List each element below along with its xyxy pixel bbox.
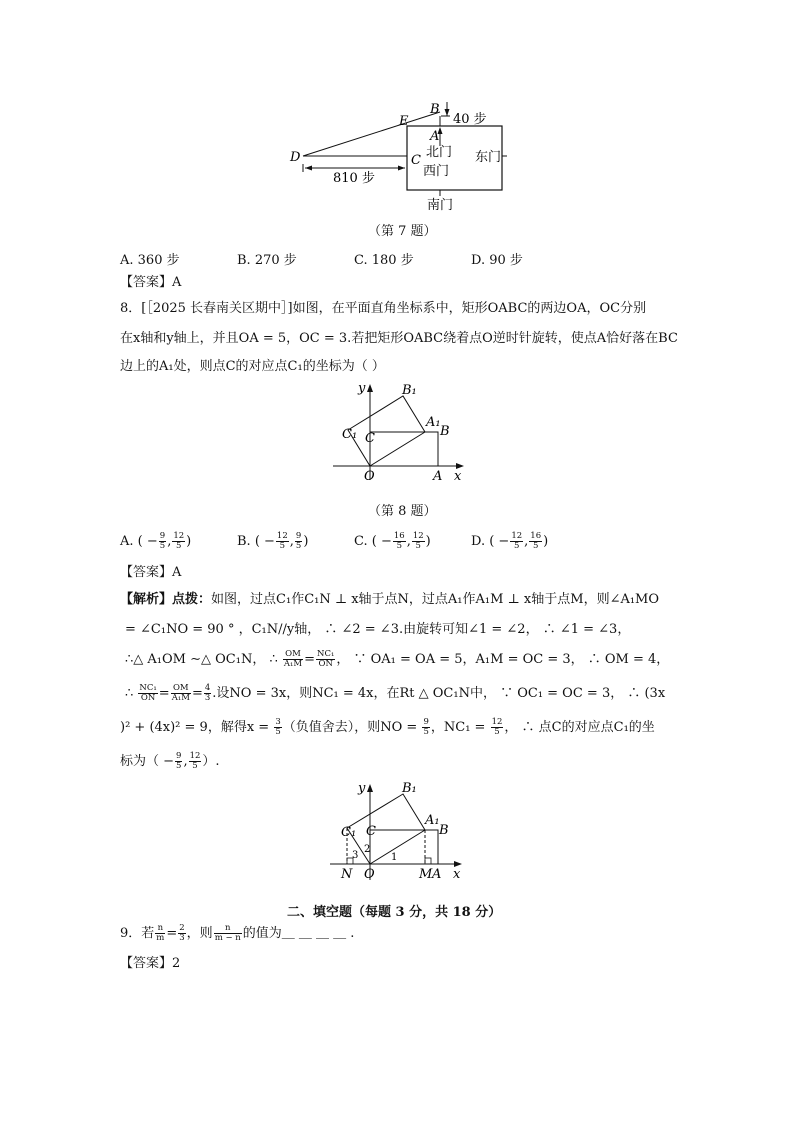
section-heading: 二、填空题（每题 3 分，共 18 分） — [287, 905, 502, 920]
label-E: E — [399, 114, 409, 129]
solution-tag: 【解析】 — [120, 592, 173, 607]
solution-line-5: )² + (4x)² = 9，解得x = $\frac{3}{5}$ （负值舍去），则NO = $\frac{9}{5}$ ，NC₁ = $\frac{12}{5}$ ， ∴ 点C的对应点C₁的坐 — [120, 717, 655, 737]
q8-option-c-letter: C. — [354, 534, 368, 549]
label-B: B — [430, 102, 440, 117]
q8-line-3: 边上的A₁处，则点C的对应点C₁的坐标为（ ） — [120, 359, 385, 374]
label-A: A — [432, 867, 442, 882]
q7-answer: 【答案】A — [120, 275, 182, 290]
label-C1: C₁ — [341, 825, 357, 840]
label-A1: A₁ — [425, 813, 440, 828]
q8-option-d-letter: D. — [471, 534, 486, 549]
solution-line-3: ∴△ A₁OM ∼△ OC₁N， ∴ $\frac{OM}{\text{A₁M}}$ = $\frac{\text{NC₁}}{ON}$ ， ∵ OA₁ = OA = 5，A₁M = OC = 3， ∴ OM = 4， — [125, 649, 670, 669]
figure-solution — [325, 780, 470, 883]
figure-8-caption: （第 8 题） — [368, 504, 437, 519]
label-west-gate: 西门 — [423, 164, 450, 179]
label-40-steps: 40 步 — [453, 112, 487, 127]
figure-7 — [285, 98, 515, 218]
q7-option-d: D. 90 步 — [471, 253, 523, 268]
q8-option-d: D. ( − $\frac{12}{5}$ , $\frac{16}{5}$ ) — [471, 531, 549, 551]
q9: 9．若 $\frac{n}{m}$ = $\frac{2}{3}$ ，则 $\frac{n}{m - n}$ 的值为＿ ＿ ＿ ＿ . — [120, 923, 355, 943]
label-angle-1: 1 — [391, 852, 398, 863]
label-M: M — [419, 867, 433, 882]
label-y: y — [358, 381, 366, 396]
q8-option-b: B. ( − $\frac{12}{5}$ , $\frac{9}{5}$ ) — [237, 531, 309, 551]
label-y: y — [358, 781, 366, 796]
figure-8 — [330, 380, 470, 485]
label-C: C — [365, 431, 375, 446]
label-C: C — [366, 824, 376, 839]
solution-line-4: ∴ $\frac{\text{NC₁}}{ON}$ = $\frac{OM}{\text{A₁M}}$ = $\frac{4}{3}$ .设NO = 3x，则NC₁ = 4x，在Rt △ OC₁N中， ∵ OC₁ = OC = 3， ∴ (3x — [125, 683, 666, 703]
label-N: N — [341, 867, 353, 882]
label-O: O — [364, 867, 375, 882]
label-C: C — [411, 153, 421, 168]
solution-line-6: 标为（ − $\frac{9}{5}$ , $\frac{12}{5}$ ）. — [120, 751, 220, 771]
figure-7-caption: （第 7 题） — [368, 224, 437, 239]
label-angle-3: 3 — [352, 850, 359, 861]
label-810-steps: 810 步 — [333, 171, 375, 186]
label-A: A — [433, 469, 443, 484]
label-B: B — [439, 823, 449, 838]
q8-option-c: C. ( − $\frac{16}{5}$ , $\frac{12}{5}$ ) — [354, 531, 431, 551]
label-B1: B₁ — [402, 383, 417, 398]
q7-option-c: C. 180 步 — [354, 253, 414, 268]
q8-line-1: 8．[［2025 长春南关区期中］]如图，在平面直角坐标系中，矩形OABC的两边OA，OC分别 — [120, 301, 647, 316]
solution-line-2: = ∠C₁NO = 90 ° ，C₁N//y轴， ∴ ∠2 = ∠3.由旋转可知∠1 = ∠2， ∴ ∠1 = ∠3， — [125, 622, 631, 637]
q7-option-b: B. 270 步 — [237, 253, 297, 268]
solution-line-1: 【解析】点拨：如图，过点C₁作C₁N ⊥ x轴于点N，过点A₁作A₁M ⊥ x轴于点M，则∠A₁MO — [120, 592, 660, 607]
q7-option-a: A. 360 步 — [120, 253, 180, 268]
solution-tip: 点拨： — [172, 592, 212, 607]
label-south-gate: 南门 — [427, 198, 454, 213]
label-east-gate: 东门 — [475, 150, 502, 165]
label-x: x — [453, 867, 461, 882]
label-B: B — [440, 424, 450, 439]
label-D: D — [290, 150, 301, 165]
label-A1: A₁ — [426, 415, 441, 430]
label-A: A — [430, 129, 440, 144]
q8-option-a: A. ( − $\frac{9}{5}$ , $\frac{12}{5}$ ) — [120, 531, 192, 551]
label-x: x — [454, 469, 462, 484]
q8-option-a-letter: A. — [120, 534, 134, 549]
label-B1: B₁ — [402, 781, 417, 796]
q8-line-2: 在x轴和y轴上，并且OA = 5，OC = 3.若把矩形OABC绕着点O逆时针旋转，使点A恰好落在BC — [120, 331, 678, 346]
q8-answer: 【答案】A — [120, 565, 182, 580]
label-angle-2: 2 — [364, 844, 371, 855]
label-O: O — [364, 469, 375, 484]
q9-answer: 【答案】2 — [120, 956, 181, 971]
label-north-gate: 北门 — [426, 145, 453, 160]
q8-option-b-letter: B. — [237, 534, 251, 549]
label-C1: C₁ — [342, 427, 358, 442]
